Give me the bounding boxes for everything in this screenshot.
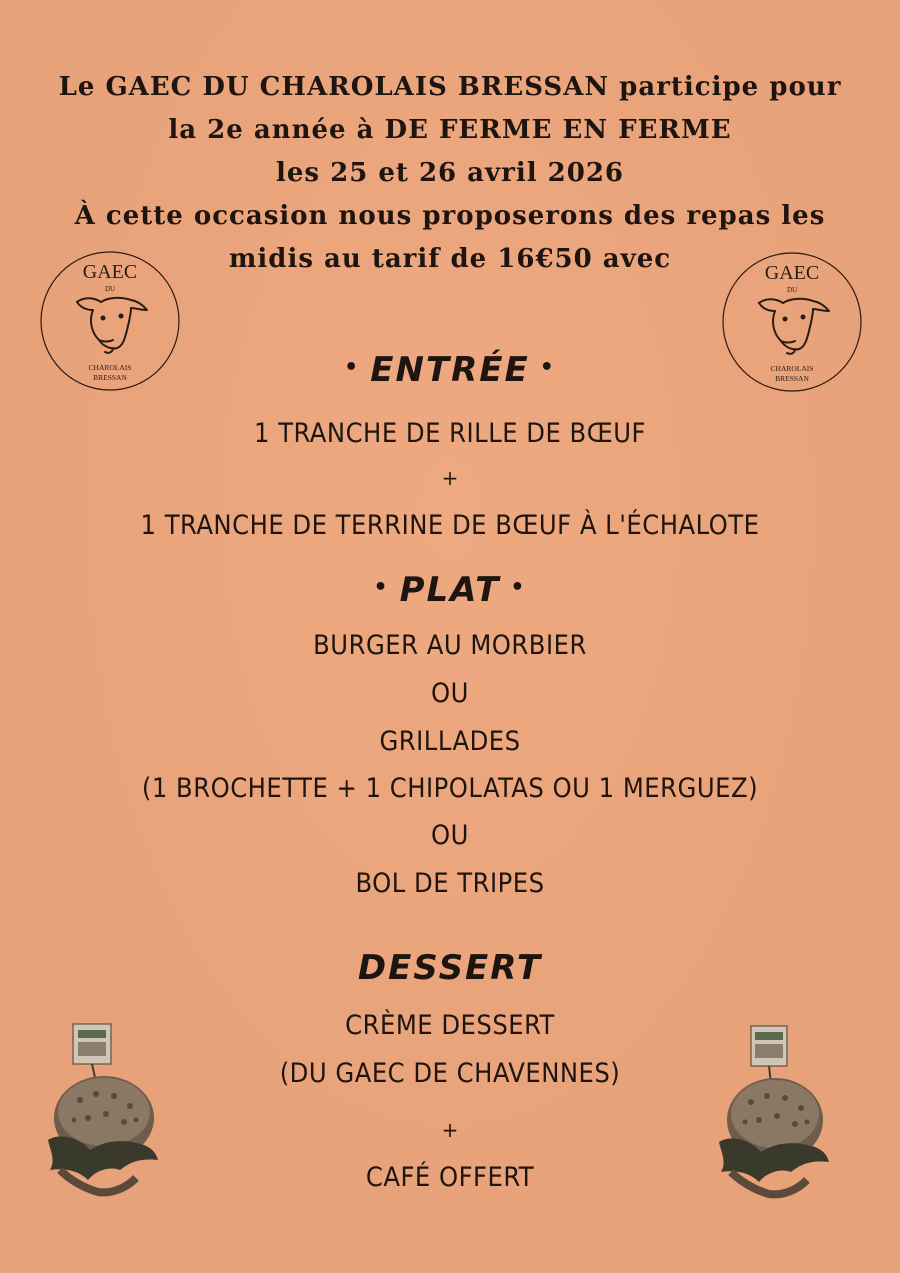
bullet-dot: •: [373, 575, 390, 600]
logo-middle-text: DU: [104, 285, 116, 293]
logo-bottom-line2: BRESSAN: [775, 374, 809, 383]
plat-heading: [0, 570, 900, 610]
intro-line: la 2e année à DE FERME EN FERME: [168, 115, 732, 145]
intro-line: Le GAEC DU CHAROLAIS BRESSAN participe pour: [58, 72, 842, 102]
plat-item-1: BURGER AU MORBIER: [313, 630, 587, 661]
cow-head-icon: [77, 298, 147, 353]
bullet-dot: •: [510, 575, 527, 600]
logo-top-text: GAEC: [764, 262, 820, 284]
plat-or-2: OU: [431, 820, 469, 851]
entree-plus: +: [441, 466, 459, 490]
burger-image-right: [713, 1022, 833, 1212]
logo-middle-text: DU: [786, 286, 798, 294]
dessert-item-1: CRÈME DESSERT: [345, 1010, 555, 1041]
bullet-dot: •: [344, 355, 361, 380]
cow-head-icon: [759, 299, 829, 354]
entree-title: ENTRÉE: [370, 350, 530, 390]
dessert-heading: [0, 948, 900, 988]
entree-item-1: 1 TRANCHE DE RILLE DE BŒUF: [254, 418, 646, 449]
intro-text: [0, 66, 900, 281]
logo-bottom-line1: CHAROLAIS: [770, 364, 814, 373]
plat-item-2-detail: (1 BROCHETTE + 1 CHIPOLATAS OU 1 MERGUEZ): [141, 773, 759, 804]
bullet-dot: •: [539, 355, 556, 380]
logo-top-text: GAEC: [82, 261, 138, 283]
intro-line: À cette occasion nous proposerons des repas les: [74, 201, 826, 231]
dessert-item-2: CAFÉ OFFERT: [365, 1162, 535, 1193]
plat-item-3: BOL DE TRIPES: [355, 868, 545, 899]
plat-title: PLAT: [399, 570, 501, 610]
dessert-plus: +: [441, 1118, 459, 1142]
intro-line: midis au tarif de 16€50 avec: [228, 244, 672, 274]
dessert-title: DESSERT: [357, 948, 543, 988]
logo-bottom-line2: BRESSAN: [93, 373, 127, 382]
dessert-item-1-detail: (DU GAEC DE CHAVENNES): [279, 1058, 621, 1089]
logo-bottom-line1: CHAROLAIS: [88, 363, 132, 372]
intro-line: les 25 et 26 avril 2026: [276, 158, 624, 188]
entree-heading: [0, 350, 900, 390]
entree-item-2: 1 TRANCHE DE TERRINE DE BŒUF À L'ÉCHALOTE: [140, 510, 760, 541]
plat-or-1: OU: [431, 678, 469, 709]
plat-item-2: GRILLADES: [379, 726, 521, 757]
burger-image-left: [40, 1020, 160, 1210]
